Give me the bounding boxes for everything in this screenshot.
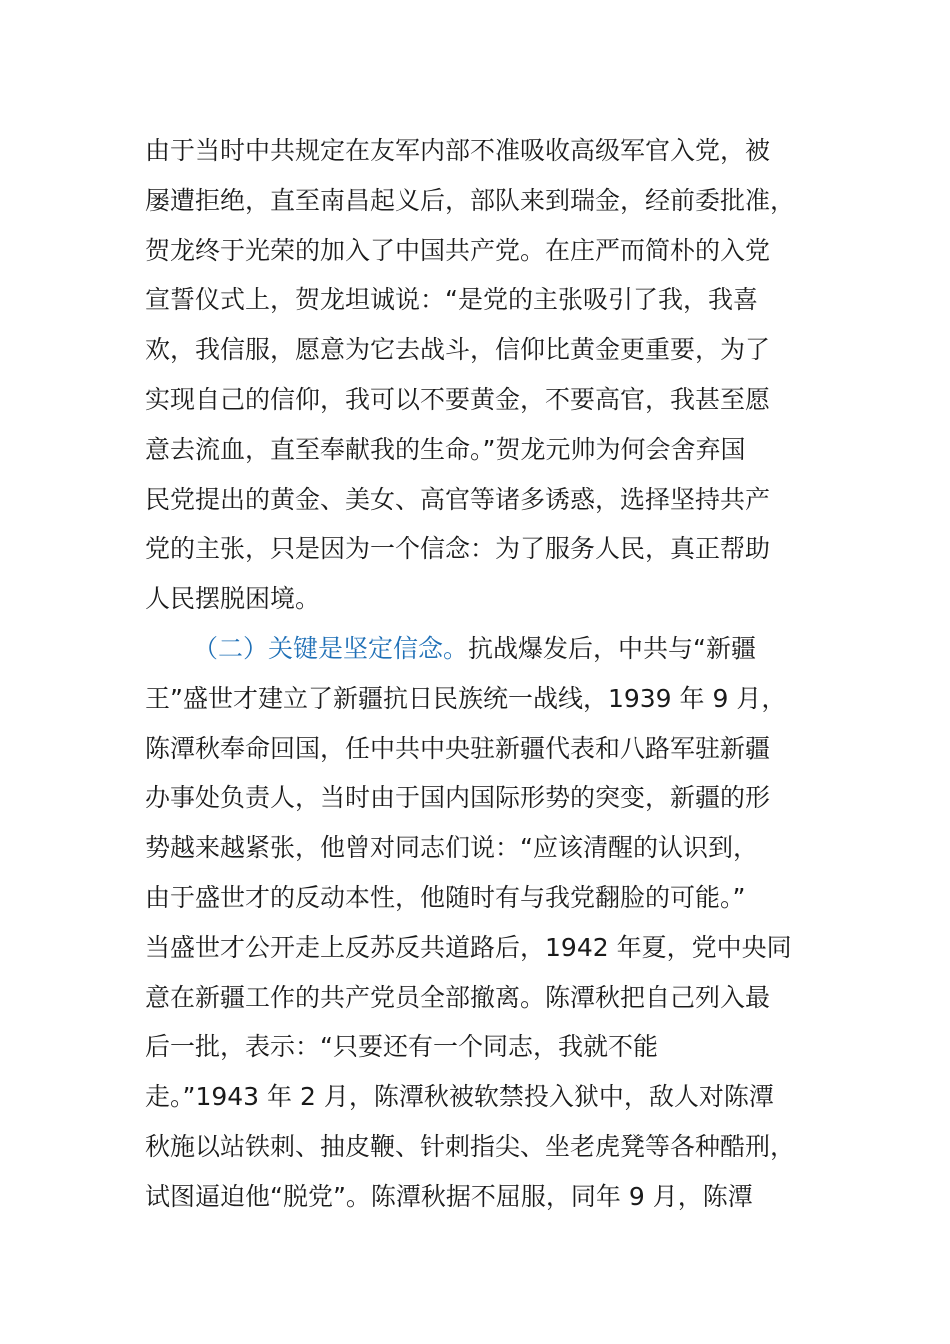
text-line-3: 贺龙终于光荣的加入了中国共产党。在庄严而简朴的入党	[145, 235, 771, 265]
text-line-1: 由于当时中共规定在友军内部不准吸收高级军官入党，被	[145, 136, 771, 165]
section-line-10: 秋施以站铁刺、抽皮鞭、针刺指尖、坐老虎凳等各种酷刑，	[145, 1131, 796, 1161]
text-line-4: 宣誓仪式上，贺龙坦诚说：“是党的主张吸引了我，我喜	[145, 285, 758, 315]
text-line-10: 人民摆脱困境。	[145, 584, 321, 614]
text-line-2: 屡遭拒绝，直至南昌起义后，部队来到瑞金，经前委批准，	[145, 185, 796, 215]
section-line-5: 由于盛世才的反动本性，他随时有与我党翻脸的可能。”	[145, 882, 746, 912]
section-first-line-text: 抗战爆发后，中共与“新疆	[468, 633, 756, 663]
section-line-9: 走。”1943 年 2 月，陈潭秋被软禁投入狱中，敌人对陈潭	[145, 1082, 774, 1112]
text-line-9: 党的主张，只是因为一个信念：为了服务人民，真正帮助	[145, 534, 771, 564]
section-line-2: 陈潭秋奉命回国，任中共中央驻新疆代表和八路军驻新疆	[145, 733, 771, 763]
section-line-8: 后一批，表示：“只要还有一个同志，我就不能	[145, 1032, 658, 1062]
section-heading: （二）关键是坚定信念。	[193, 633, 469, 663]
body-text	[145, 126, 810, 1222]
text-line-8: 民党提出的黄金、美女、高官等诸多诱惑，选择坚持共产	[145, 484, 771, 514]
section-line-11: 试图逼迫他“脱党”。陈潭秋据不屈服，同年 9 月，陈潭	[145, 1181, 753, 1211]
text-line-7: 意去流血，直至奉献我的生命。”贺龙元帅为何会舍弃国	[145, 434, 746, 464]
section-first-line	[145, 624, 810, 674]
section-line-7: 意在新疆工作的共产党员全部撤离。陈潭秋把自己列入最	[145, 982, 771, 1012]
section-line-6: 当盛世才公开走上反苏反共道路后，1942 年夏，党中央同	[145, 932, 792, 962]
section-line-4: 势越来越紧张，他曾对同志们说：“应该清醒的认识到，	[145, 833, 758, 863]
section-line-1: 王”盛世才建立了新疆抗日民族统一战线，1939 年 9 月，	[145, 683, 787, 713]
text-line-6: 实现自己的信仰，我可以不要黄金，不要高官，我甚至愿	[145, 384, 771, 414]
text-line-5: 欢，我信服，愿意为它去战斗，信仰比黄金更重要，为了	[145, 335, 771, 365]
section-line-3: 办事处负责人，当时由于国内国际形势的突变，新疆的形	[145, 783, 771, 813]
